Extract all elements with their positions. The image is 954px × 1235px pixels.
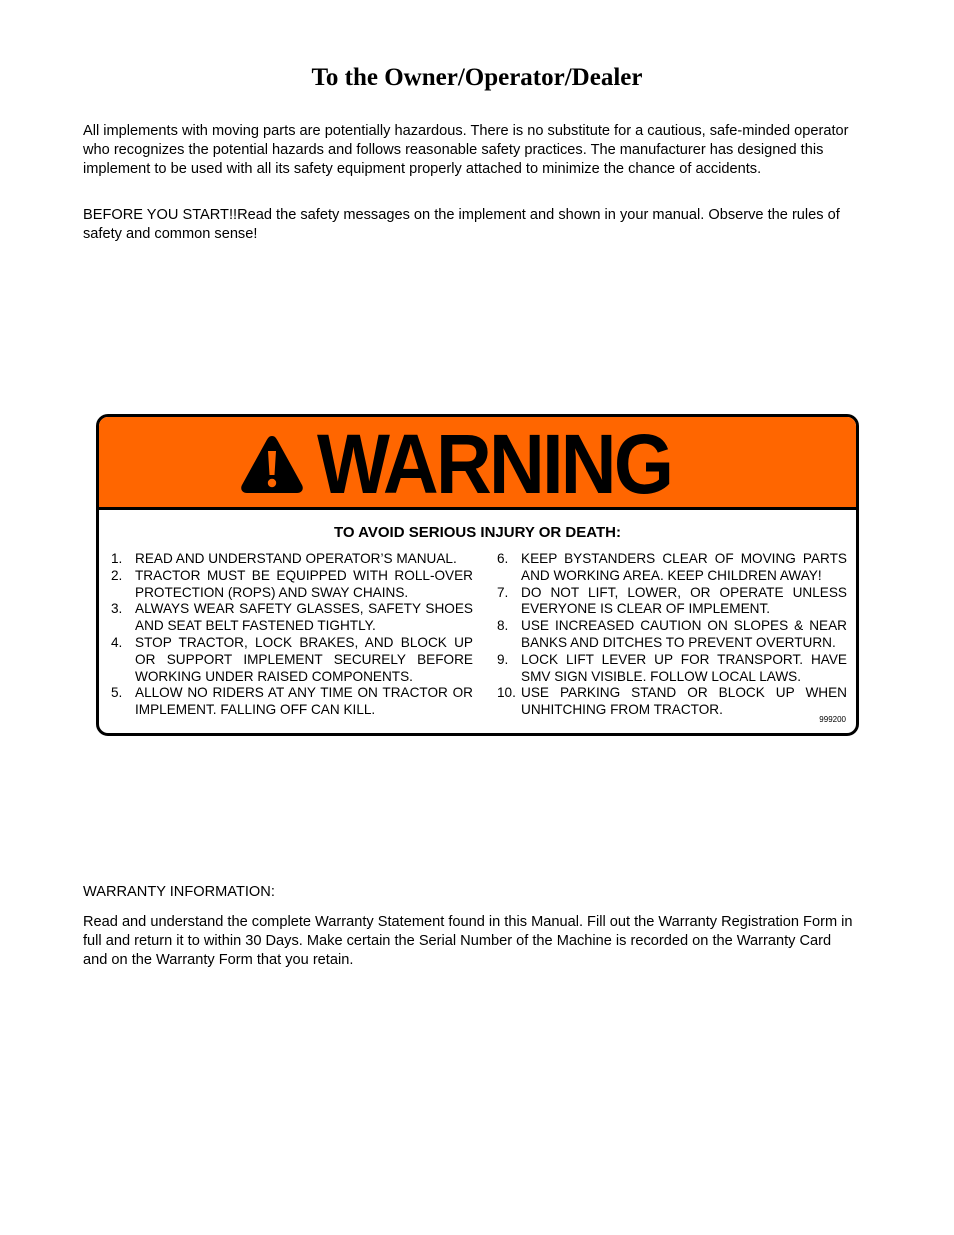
warning-item: 6. KEEP BYSTANDERS CLEAR OF MOVING PARTS AND WORKING AREA. KEEP CHILDREN AWAY! [497, 551, 847, 583]
warning-triangle-icon [239, 433, 305, 495]
warning-item: 1. READ AND UNDERSTAND OPERATOR’S MANUAL. [111, 551, 457, 566]
warning-item: 7. DO NOT LIFT, LOWER, OR OPERATE UNLESS EVERYONE IS CLEAR OF IMPLEMENT. [497, 584, 847, 617]
warranty-body: Read and understand the complete Warranty Statement found in this Manual. Fill out the Warranty Registration Form in full and return it to within 30 Days. Make certain the Serial Number of the Machine is recorded on the Warranty Card and on the Warranty Form that you retain. [83, 914, 853, 968]
warning-decal [96, 414, 859, 736]
intro-paragraph: All implements with moving parts are potentially hazardous. There is no substitute for a cautious, safe-minded operator who recognizes the potential hazards and follows reasonable safety practices. The manufacturer has designed this implement to be used with all its safety equipment properly attached to minimize the chance of accidents. [83, 123, 849, 177]
warning-item: 4. STOP TRACTOR, LOCK BRAKES, AND BLOCK UP OR SUPPORT IMPLEMENT SECURELY BEFORE WORKING UNDER RAISED COMPONENTS. [111, 634, 473, 684]
warning-header [99, 417, 856, 510]
page-title: To the Owner/Operator/Dealer [311, 64, 643, 91]
warning-item: 3. ALWAYS WEAR SAFETY GLASSES, SAFETY SHOES AND SEAT BELT FASTENED TIGHTLY. [111, 601, 473, 634]
warning-item: 10. USE PARKING STAND OR BLOCK UP WHEN UNHITCHING FROM TRACTOR. [497, 685, 847, 718]
warning-list-left [111, 551, 473, 719]
warning-list-right [497, 551, 847, 719]
before-you-start-paragraph: BEFORE YOU START!!Read the safety messages on the implement and shown in your manual. Observe the rules of safety and common sense! [83, 207, 840, 242]
decal-part-code: 999200 [819, 715, 846, 724]
warning-item: 8. USE INCREASED CAUTION ON SLOPES & NEAR BANKS AND DITCHES TO PREVENT OVERTURN. [497, 618, 847, 650]
warning-item: 5. ALLOW NO RIDERS AT ANY TIME ON TRACTOR OR IMPLEMENT. FALLING OFF CAN KILL. [111, 685, 473, 718]
warning-item: 2. TRACTOR MUST BE EQUIPPED WITH ROLL-OVER PROTECTION (ROPS) AND SWAY CHAINS. [111, 567, 473, 600]
warranty-heading: WARRANTY INFORMATION: [83, 884, 275, 900]
warning-subtitle: TO AVOID SERIOUS INJURY OR DEATH: [334, 524, 621, 541]
warning-word: WARNING [317, 417, 672, 511]
warning-item: 9. LOCK LIFT LEVER UP FOR TRANSPORT. HAVE SMV SIGN VISIBLE. FOLLOW LOCAL LAWS. [497, 651, 847, 684]
